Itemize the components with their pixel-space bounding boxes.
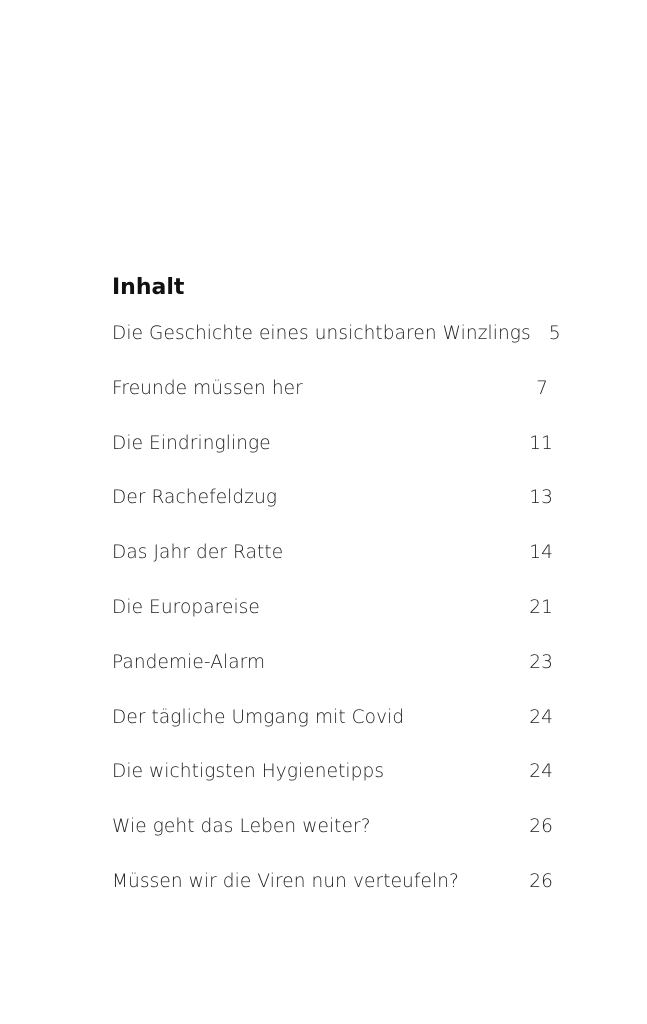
- toc-entry-title: Pandemie-Alarm: [112, 651, 266, 673]
- toc-entry: [112, 871, 553, 926]
- toc-entry-page: 21: [529, 596, 553, 618]
- toc-entry: [112, 652, 553, 707]
- toc-entry: [112, 433, 553, 488]
- toc-entry-title: Freunde müssen her: [112, 377, 303, 399]
- toc-entry: [112, 323, 561, 378]
- toc-entry-title: Die Eindringlinge: [112, 432, 271, 454]
- toc-entry-page: 14: [529, 542, 553, 564]
- toc-entry-page: 7: [536, 377, 548, 399]
- toc-entry-page: 24: [529, 761, 553, 783]
- toc-entry-page: 24: [529, 706, 553, 728]
- toc-entry-title: Das Jahr der Ratte: [112, 542, 284, 564]
- toc-entry-page: 13: [529, 487, 553, 509]
- toc-entry: [112, 542, 553, 597]
- toc-entry: [112, 487, 553, 542]
- toc-entry-page: 26: [529, 816, 553, 838]
- toc-entry-page: 26: [529, 870, 553, 892]
- toc-entry-title: Müssen wir die Viren nun verteufeln?: [112, 870, 459, 892]
- toc-entry-title: Die Geschichte eines unsichtbaren Winzlings: [112, 323, 531, 344]
- table-of-contents: [112, 270, 561, 926]
- toc-entry: [112, 378, 553, 433]
- toc-entry-title: Die wichtigsten Hygienetipps: [112, 761, 385, 783]
- toc-entry-page: 23: [529, 651, 553, 673]
- toc-entry: [112, 597, 553, 652]
- toc-entry: [112, 816, 553, 871]
- toc-entry-title: Wie geht das Leben weiter?: [112, 816, 371, 838]
- toc-entry-title: Der tägliche Umgang mit Covid: [112, 706, 405, 728]
- toc-entry-page: 11: [529, 432, 553, 454]
- toc-heading: Inhalt: [112, 275, 185, 300]
- toc-entry-page: 5: [548, 323, 561, 344]
- toc-list: [112, 323, 561, 926]
- toc-entry: [112, 761, 553, 816]
- toc-entry-title: Der Rachefeldzug: [112, 487, 278, 509]
- toc-entry: [112, 707, 553, 762]
- toc-entry-title: Die Europareise: [112, 596, 260, 618]
